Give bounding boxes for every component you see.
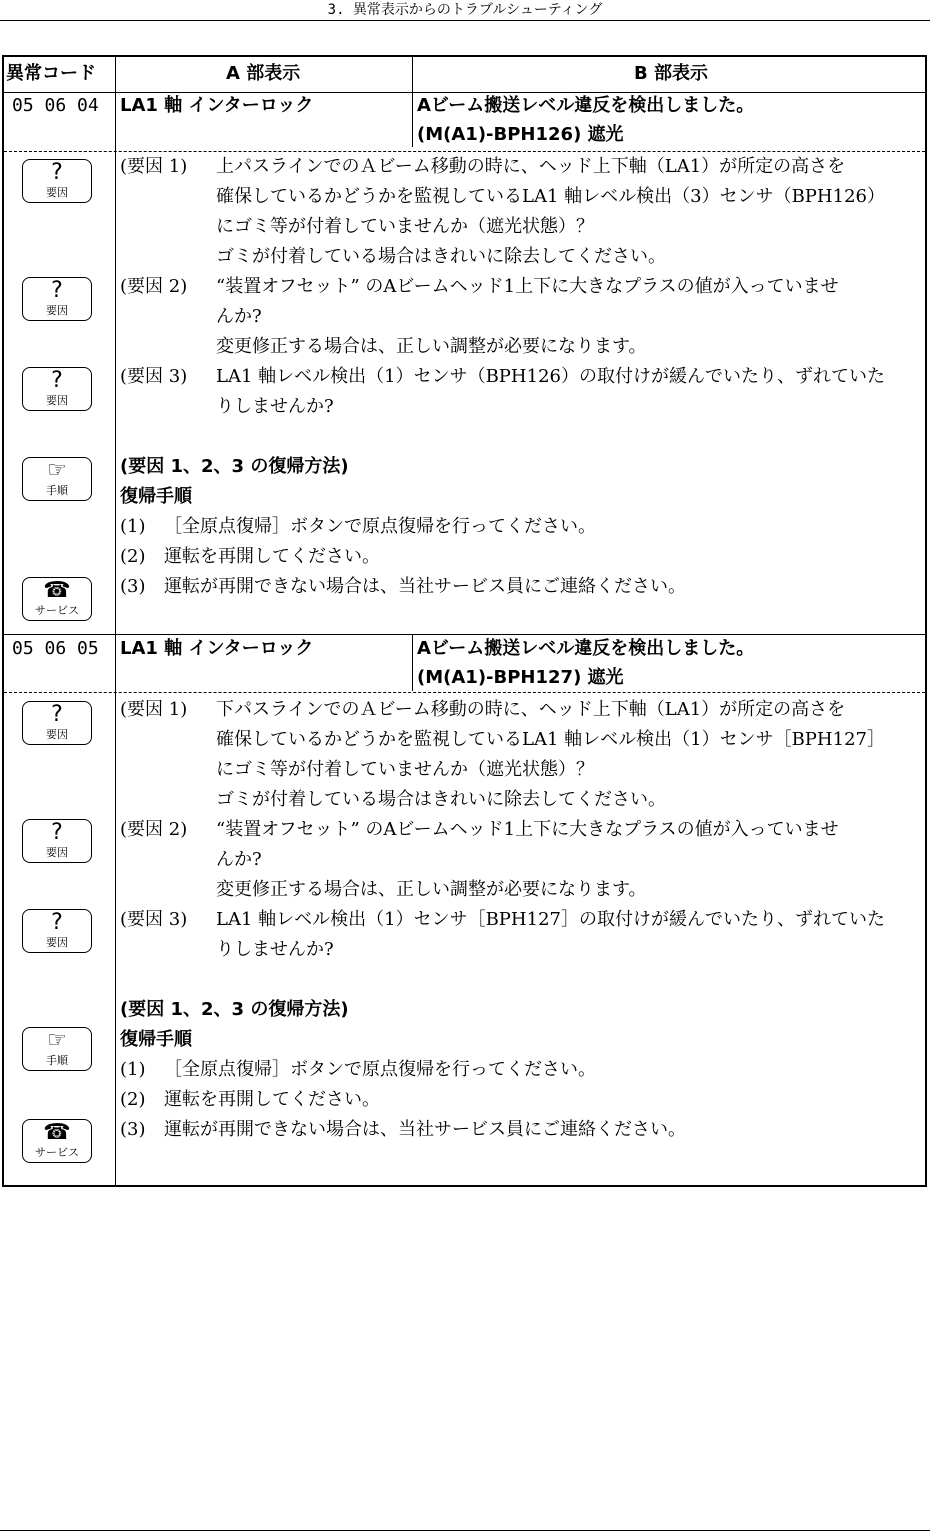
entry1-b-line2: (M(A1)-BPH126) 遮光 [417, 124, 624, 145]
cause-3: (要因 3) LA1 軸レベル検出（1）センサ［BPH127］の取付けが緩んでいたり、ずれていた [120, 909, 885, 930]
col-header-a: A 部表示 [226, 63, 301, 84]
cause-icon: ? 要因 [22, 159, 92, 203]
recovery-subtitle: 復帰手順 [120, 1029, 192, 1050]
step: (2) 運転を再開してください。 [120, 546, 380, 567]
cause-icon: ? 要因 [22, 909, 92, 953]
entry1-b-line1: Aビーム搬送レベル違反を検出しました。 [417, 95, 755, 116]
procedure-icon: ☞ 手順 [22, 1027, 92, 1071]
cause-2: (要因 2) “装置オフセット” のAビームヘッド1上下に大きなプラスの値が入っていませ [120, 276, 839, 297]
cause-3: (要因 3) LA1 軸レベル検出（1）センサ（BPH126）の取付けが緩んでいたり、ずれていた [120, 366, 885, 387]
col-divider-1 [115, 57, 116, 1185]
entry2-body: (要因 1) 下パスラインでのＡビーム移動の時に、ヘッド上下軸（LA1）が所定の高さを 確保しているかどうかを監視しているLA1 軸レベル検出（1）センサ［BPH127］ にゴミ等が付着していませんか（遮光状態）？ ゴミが付着している場合はきれいに除去してください。 (要因 2) “装置オフセット” のAビームヘッド1上下に大きなプラスの値が入っていませ んか? 変更修正する場合は、正しい調整が必要になります。 (要因 3) LA1 軸レベル検出（1）センサ［BPH127］の取付けが緩んでいたり、ずれていた りしませんか? (要因 1、2、3 の復帰方法) 復帰手順 (1) ［全原点復帰］ボタンで原点復帰を行ってください。 (2) 運転を再開してください。 (3) 運転が再開できない場合は、当社サービス員にご連絡ください。 [120, 695, 885, 1145]
entry1-body: (要因 1) 上パスラインでのＡビーム移動の時に、ヘッド上下軸（LA1）が所定の高さを 確保しているかどうかを監視しているLA1 軸レベル検出（3）センサ（BPH126） にゴミ等が付着していませんか（遮光状態）？ ゴミが付着している場合はきれいに除去してください。 (要因 2) “装置オフセット” のAビームヘッド1上下に大きなプラスの値が入っていませ んか? 変更修正する場合は、正しい調整が必要になります。 (要因 3) LA1 軸レベル検出（1）センサ（BPH126）の取付けが緩んでいたり、ずれていた りしませんか? (要因 1、2、3 の復帰方法) 復帰手順 (1) ［全原点復帰］ボタンで原点復帰を行ってください。 (2) 運転を再開してください。 (3) 運転が再開できない場合は、当社サービス員にご連絡ください。 [120, 152, 885, 602]
service-icon: ☎ サービス [22, 577, 92, 621]
cause-icon: ? 要因 [22, 367, 92, 411]
cause-icon: ? 要因 [22, 277, 92, 321]
col-divider-2-entry2 [412, 635, 413, 691]
recovery-title: (要因 1、2、3 の復帰方法) [120, 999, 349, 1020]
entry2-code: 05 06 05 [12, 638, 99, 659]
col-header-code: 異常コード [6, 63, 96, 84]
col-header-b: B 部表示 [634, 63, 708, 84]
cause-icon: ? 要因 [22, 819, 92, 863]
cause-1: (要因 1) 上パスラインでのＡビーム移動の時に、ヘッド上下軸（LA1）が所定の高さを [120, 156, 846, 177]
cause-2: (要因 2) “装置オフセット” のAビームヘッド1上下に大きなプラスの値が入っていませ [120, 819, 839, 840]
step: (1) ［全原点復帰］ボタンで原点復帰を行ってください。 [120, 1059, 596, 1080]
entry2-a-display: LA1 軸 インターロック [120, 638, 314, 659]
header-rule [0, 20, 930, 21]
page-header: 3. 異常表示からのトラブルシューティング [327, 2, 603, 18]
col-divider-2-entry1 [412, 57, 413, 147]
error-table [2, 55, 927, 1187]
step: (3) 運転が再開できない場合は、当社サービス員にご連絡ください。 [120, 1119, 686, 1140]
entry1-a-display: LA1 軸 インターロック [120, 95, 314, 116]
recovery-subtitle: 復帰手順 [120, 486, 192, 507]
recovery-title: (要因 1、2、3 の復帰方法) [120, 456, 349, 477]
entry2-dash-divider [4, 692, 925, 693]
step: (1) ［全原点復帰］ボタンで原点復帰を行ってください。 [120, 516, 596, 537]
footer-rule [0, 1530, 930, 1531]
entry1-code: 05 06 04 [12, 95, 99, 116]
procedure-icon: ☞ 手順 [22, 457, 92, 501]
step: (3) 運転が再開できない場合は、当社サービス員にご連絡ください。 [120, 576, 686, 597]
entry2-b-line2: (M(A1)-BPH127) 遮光 [417, 667, 624, 688]
step: (2) 運転を再開してください。 [120, 1089, 380, 1110]
service-icon: ☎ サービス [22, 1119, 92, 1163]
cause-icon: ? 要因 [22, 701, 92, 745]
cause-1: (要因 1) 下パスラインでのＡビーム移動の時に、ヘッド上下軸（LA1）が所定の高さを [120, 699, 846, 720]
entry2-b-line1: Aビーム搬送レベル違反を検出しました。 [417, 638, 755, 659]
